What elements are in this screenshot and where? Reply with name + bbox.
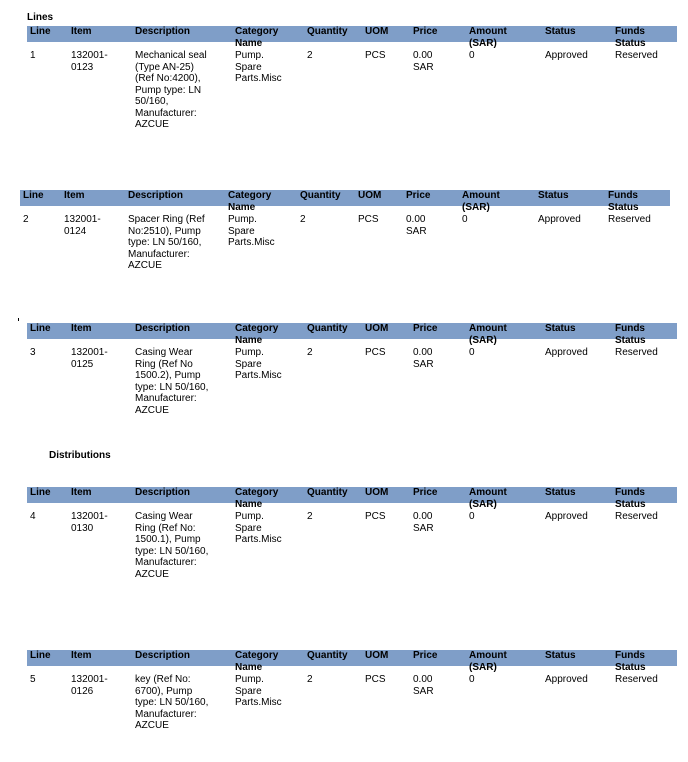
cell-status: Approved xyxy=(545,511,588,522)
cell-item: 132001- 0125 xyxy=(71,347,108,370)
column-header-price: Price xyxy=(413,26,438,37)
column-header-uom: UOM xyxy=(365,26,389,37)
cell-price: 0.00 SAR xyxy=(406,214,427,237)
cell-uom: PCS xyxy=(365,674,386,685)
cell-description: Casing Wear Ring (Ref No 1500.2), Pump type: LN 50/160, Manufacturer: AZCUE xyxy=(135,347,209,416)
cell-description: key (Ref No: 6700), Pump type: LN 50/160, Manufacturer: AZCUE xyxy=(135,674,209,731)
cell-uom: PCS xyxy=(365,511,386,522)
table-header xyxy=(20,190,670,213)
cell-line: 2 xyxy=(23,214,29,225)
column-header-description: Description xyxy=(135,487,191,498)
column-header-item: Item xyxy=(71,323,92,334)
cell-description: Casing Wear Ring (Ref No: 1500.1), Pump type: LN 50/160, Manufacturer: AZCUE xyxy=(135,511,209,580)
distributions-heading: Distributions xyxy=(49,450,111,461)
cell-amount: 0 xyxy=(469,511,475,522)
column-header-funds-status: Funds Status xyxy=(615,26,646,49)
cell-amount: 0 xyxy=(469,347,475,358)
column-header-line: Line xyxy=(23,190,44,201)
column-header-item: Item xyxy=(71,26,92,37)
cell-description: Spacer Ring (Ref No:2510), Pump type: LN 50/160, Manufacturer: AZCUE xyxy=(128,214,205,271)
cell-status: Approved xyxy=(545,50,588,61)
column-header-funds-status: Funds Status xyxy=(608,190,639,213)
table-header xyxy=(27,26,677,49)
cell-quantity: 2 xyxy=(307,347,313,358)
cell-uom: PCS xyxy=(365,347,386,358)
lines-table xyxy=(27,487,677,580)
column-header-amount: Amount (SAR) xyxy=(462,190,500,213)
column-header-line: Line xyxy=(30,26,51,37)
column-header-funds-status: Funds Status xyxy=(615,487,646,510)
column-header-status: Status xyxy=(545,26,576,37)
cell-category-name: Pump. Spare Parts.Misc xyxy=(235,50,282,84)
cell-funds-status: Reserved xyxy=(615,347,658,358)
cell-uom: PCS xyxy=(365,50,386,61)
column-header-item: Item xyxy=(71,487,92,498)
column-header-line: Line xyxy=(30,487,51,498)
column-header-price: Price xyxy=(413,650,438,661)
cell-status: Approved xyxy=(538,214,581,225)
column-header-status: Status xyxy=(545,650,576,661)
column-header-price: Price xyxy=(406,190,431,201)
cell-amount: 0 xyxy=(462,214,468,225)
cell-status: Approved xyxy=(545,674,588,685)
column-header-amount: Amount (SAR) xyxy=(469,650,507,673)
cell-category-name: Pump. Spare Parts.Misc xyxy=(235,511,282,545)
cell-funds-status: Reserved xyxy=(615,50,658,61)
column-header-amount: Amount (SAR) xyxy=(469,323,507,346)
cell-line: 1 xyxy=(30,50,36,61)
cell-quantity: 2 xyxy=(307,511,313,522)
cell-line: 4 xyxy=(30,511,36,522)
column-header-category-name: Category Name xyxy=(228,190,272,213)
lines-table xyxy=(27,323,677,416)
column-header-price: Price xyxy=(413,487,438,498)
lines-table xyxy=(27,650,677,731)
column-header-uom: UOM xyxy=(365,650,389,661)
column-header-funds-status: Funds Status xyxy=(615,323,646,346)
cell-category-name: Pump. Spare Parts.Misc xyxy=(228,214,275,248)
table-header xyxy=(27,650,677,673)
cell-quantity: 2 xyxy=(307,50,313,61)
column-header-quantity: Quantity xyxy=(300,190,341,201)
column-header-description: Description xyxy=(135,323,191,334)
column-header-quantity: Quantity xyxy=(307,26,348,37)
column-header-amount: Amount (SAR) xyxy=(469,26,507,49)
cell-funds-status: Reserved xyxy=(608,214,651,225)
cell-item: 132001- 0126 xyxy=(71,674,108,697)
column-header-uom: UOM xyxy=(365,487,389,498)
cell-category-name: Pump. Spare Parts.Misc xyxy=(235,347,282,381)
cell-price: 0.00 SAR xyxy=(413,674,434,697)
column-header-category-name: Category Name xyxy=(235,487,279,510)
cell-amount: 0 xyxy=(469,674,475,685)
cell-price: 0.00 SAR xyxy=(413,50,434,73)
column-header-status: Status xyxy=(545,323,576,334)
table-header xyxy=(27,487,677,510)
margin-mark xyxy=(18,318,19,321)
cell-quantity: 2 xyxy=(300,214,306,225)
cell-quantity: 2 xyxy=(307,674,313,685)
cell-price: 0.00 SAR xyxy=(413,347,434,370)
cell-uom: PCS xyxy=(358,214,379,225)
cell-funds-status: Reserved xyxy=(615,674,658,685)
column-header-status: Status xyxy=(545,487,576,498)
lines-table xyxy=(27,26,677,130)
cell-item: 132001- 0124 xyxy=(64,214,101,237)
cell-funds-status: Reserved xyxy=(615,511,658,522)
column-header-item: Item xyxy=(64,190,85,201)
column-header-price: Price xyxy=(413,323,438,334)
column-header-uom: UOM xyxy=(358,190,382,201)
column-header-status: Status xyxy=(538,190,569,201)
lines-heading: Lines xyxy=(27,12,54,23)
column-header-amount: Amount (SAR) xyxy=(469,487,507,510)
column-header-quantity: Quantity xyxy=(307,650,348,661)
column-header-quantity: Quantity xyxy=(307,323,348,334)
column-header-category-name: Category Name xyxy=(235,26,279,49)
cell-line: 5 xyxy=(30,674,36,685)
cell-category-name: Pump. Spare Parts.Misc xyxy=(235,674,282,708)
column-header-quantity: Quantity xyxy=(307,487,348,498)
column-header-category-name: Category Name xyxy=(235,650,279,673)
lines-table xyxy=(20,190,670,271)
cell-status: Approved xyxy=(545,347,588,358)
cell-item: 132001- 0130 xyxy=(71,511,108,534)
column-header-line: Line xyxy=(30,650,51,661)
column-header-funds-status: Funds Status xyxy=(615,650,646,673)
column-header-item: Item xyxy=(71,650,92,661)
cell-description: Mechanical seal (Type AN-25) (Ref No:4200), Pump type: LN 50/160, Manufacturer: AZCUE xyxy=(135,50,207,130)
column-header-line: Line xyxy=(30,323,51,334)
column-header-description: Description xyxy=(135,26,191,37)
column-header-description: Description xyxy=(128,190,184,201)
column-header-uom: UOM xyxy=(365,323,389,334)
cell-item: 132001- 0123 xyxy=(71,50,108,73)
column-header-category-name: Category Name xyxy=(235,323,279,346)
column-header-description: Description xyxy=(135,650,191,661)
cell-amount: 0 xyxy=(469,50,475,61)
table-header xyxy=(27,323,677,346)
cell-line: 3 xyxy=(30,347,36,358)
cell-price: 0.00 SAR xyxy=(413,511,434,534)
